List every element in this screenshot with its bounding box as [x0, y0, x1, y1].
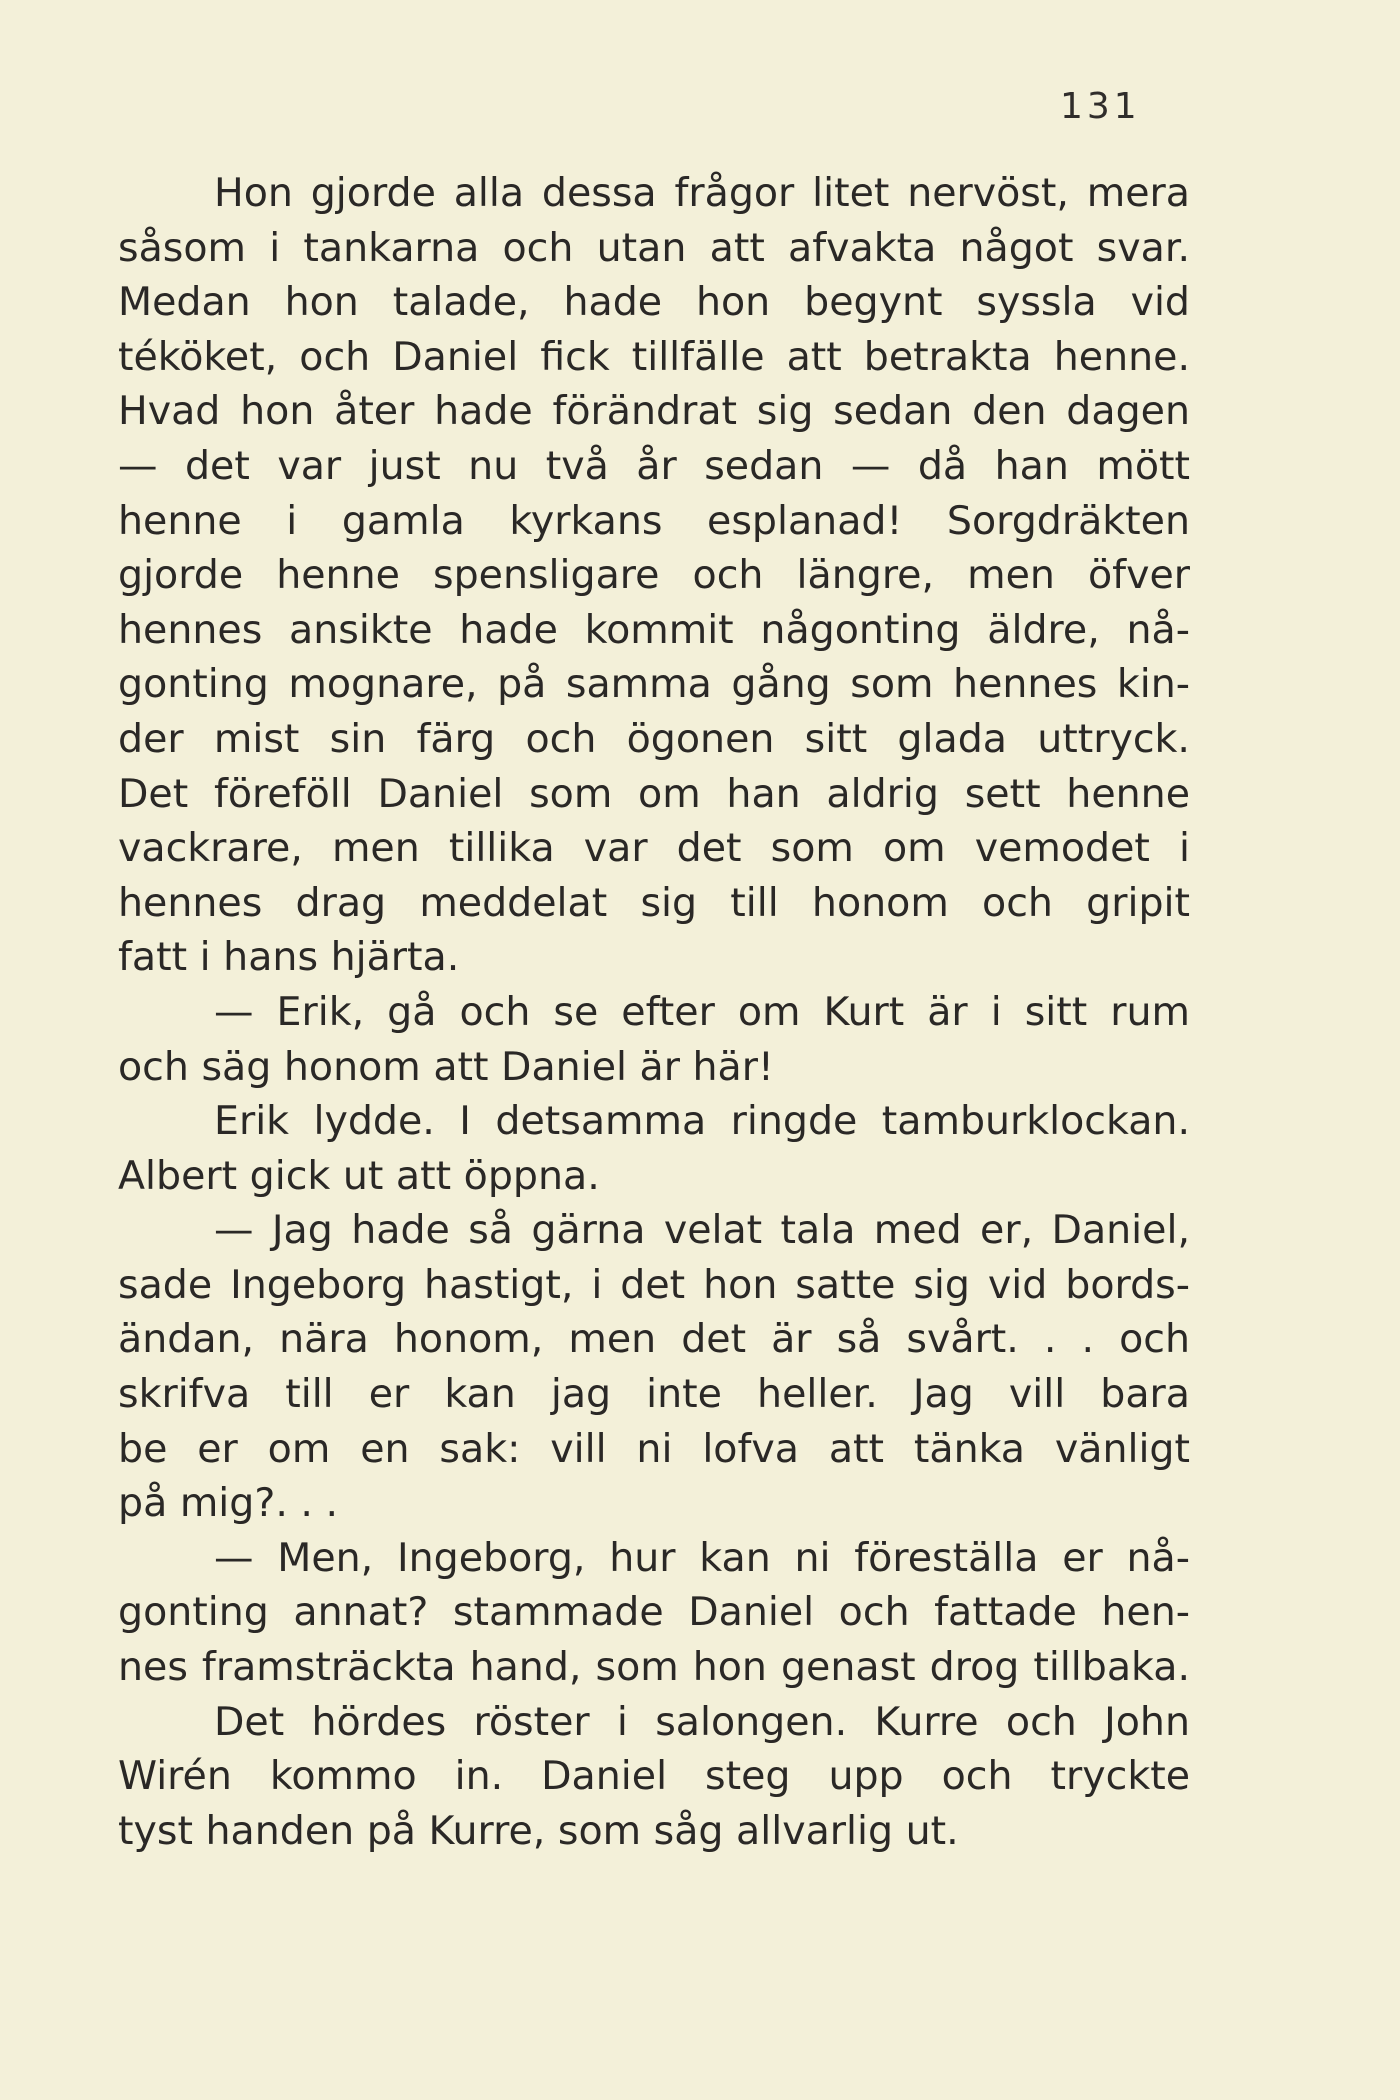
- text-line: Wirén kommo in. Daniel steg upp och tryckte: [118, 1753, 1190, 1800]
- text-line: tyst handen på Kurre, som såg allvarlig ut.: [118, 1807, 959, 1854]
- text-line: Det hördes röster i salongen. Kurre och John: [214, 1698, 1190, 1745]
- text-line: gonting annat? stammade Daniel och fattade hen-: [118, 1589, 1190, 1636]
- text-line: henne i gamla kyrkans esplanad! Sorgdräkten: [118, 497, 1190, 544]
- text-line: — Jag hade så gärna velat tala med er, Daniel,: [214, 1207, 1190, 1254]
- text-line: fatt i hans hjärta.: [118, 934, 460, 981]
- text-line: — det var just nu två år sedan — då han mött: [118, 442, 1190, 489]
- page-text: [118, 166, 1190, 1858]
- text-line: på mig?. . .: [118, 1480, 339, 1527]
- text-line: hennes drag meddelat sig till honom och gripit: [118, 879, 1190, 926]
- text-line: — Men, Ingeborg, hur kan ni föreställa er nå-: [214, 1534, 1190, 1581]
- text-line: ändan, nära honom, men det är så svårt. . . och: [118, 1316, 1190, 1363]
- text-line: Erik lydde. I detsamma ringde tamburklockan.: [214, 1098, 1190, 1145]
- text-line: Medan hon talade, hade hon begynt syssla vid: [118, 279, 1190, 326]
- text-line: be er om en sak: vill ni lofva att tänka vänligt: [118, 1425, 1190, 1472]
- text-line: der mist sin färg och ögonen sitt glada uttryck.: [118, 715, 1190, 762]
- text-line: nes framsträckta hand, som hon genast drog tillbaka.: [118, 1644, 1190, 1691]
- text-line: Hon gjorde alla dessa frågor litet nervöst, mera: [214, 170, 1190, 216]
- text-line: såsom i tankarna och utan att afvakta något svar.: [118, 224, 1190, 271]
- text-line: vackrare, men tillika var det som om vemodet i: [118, 825, 1190, 872]
- text-line: — Erik, gå och se efter om Kurt är i sitt rum: [214, 988, 1190, 1035]
- text-line: Albert gick ut att öppna.: [118, 1152, 600, 1199]
- text-line: Det föreföll Daniel som om han aldrig sett henne: [118, 770, 1190, 817]
- text-line: gonting mognare, på samma gång som hennes kin-: [118, 661, 1190, 708]
- text-line: och säg honom att Daniel är här!: [118, 1043, 774, 1090]
- text-line: gjorde henne spensligare och längre, men öfver: [118, 552, 1190, 599]
- page-number: 131: [1060, 86, 1141, 127]
- text-line: hennes ansikte hade kommit någonting äldre, nå-: [118, 606, 1190, 653]
- text-line: sade Ingeborg hastigt, i det hon satte sig vid bords-: [118, 1261, 1190, 1308]
- text-line: skrifva till er kan jag inte heller. Jag vill bara: [118, 1371, 1190, 1418]
- text-line: téköket, och Daniel fick tillfälle att betrakta henne.: [118, 333, 1190, 380]
- text-line: Hvad hon åter hade förändrat sig sedan den dagen: [118, 388, 1190, 435]
